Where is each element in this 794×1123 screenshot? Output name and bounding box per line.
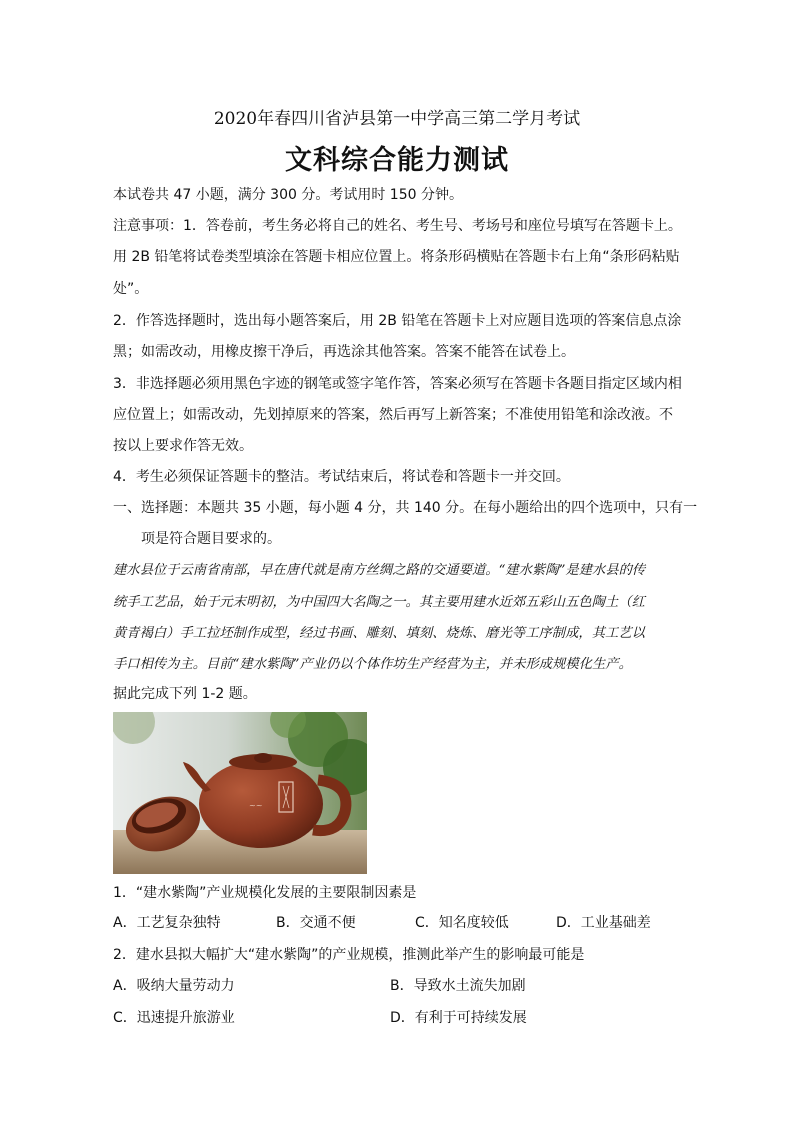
svg-text:~~: ~~ bbox=[249, 801, 263, 810]
notice-line-3: 处”。 bbox=[113, 281, 149, 297]
notice-line-8: 按以上要求作答无效。 bbox=[113, 438, 253, 454]
subject-title: 文科综合能力测试 bbox=[285, 145, 509, 176]
q1-option-c[interactable]: C．知名度较低 bbox=[415, 915, 509, 931]
notice-line-4: 2．作答选择题时，选出每小题答案后，用 2B 铅笔在答题卡上对应题目选项的答案信息点涂 bbox=[113, 313, 682, 329]
passage-line-4: 手口相传为主。目前“建水紫陶”产业仍以个体作坊生产经营为主，并未形成规模化生产。 bbox=[113, 657, 632, 672]
teapot-photo bbox=[113, 712, 367, 874]
q2-option-d[interactable]: D．有利于可持续发展 bbox=[390, 1010, 527, 1026]
passage-line-3: 黄青褐白）手工拉坯制作成型，经过书画、雕刻、填刻、烧炼、磨光等工序制成，其工艺以 bbox=[113, 626, 645, 641]
q1-option-d[interactable]: D．工业基础差 bbox=[556, 915, 651, 931]
section-heading-cont: 项是符合题目要求的。 bbox=[141, 531, 281, 547]
exam-title: 2020年春四川省泸县第一中学高三第二学月考试 bbox=[213, 109, 581, 129]
notice-line-5: 黑；如需改动，用橡皮擦干净后，再选涂其他答案。答案不能答在试卷上。 bbox=[113, 344, 575, 360]
q2-option-b[interactable]: B．导致水土流失加剧 bbox=[390, 978, 526, 994]
notice-line-2: 用 2B 铅笔将试卷类型填涂在答题卡相应位置上。将条形码横贴在答题卡右上角“条形码粘贴 bbox=[113, 249, 680, 265]
notice-line-7: 应位置上；如需改动，先划掉原来的答案，然后再写上新答案；不准使用铅笔和涂改液。不 bbox=[113, 407, 673, 423]
intro-text: 本试卷共 47 小题，满分 300 分。考试用时 150 分钟。 bbox=[113, 187, 463, 203]
q1-option-b[interactable]: B．交通不便 bbox=[276, 915, 356, 931]
notice-line-1: 注意事项：1．答卷前，考生务必将自己的姓名、考生号、考场号和座位号填写在答题卡上。 bbox=[113, 218, 682, 234]
notice-line-6: 3．非选择题必须用黑色字迹的钢笔或签字笔作答，答案必须写在答题卡各题目指定区域内相 bbox=[113, 376, 682, 392]
question-1-stem: 1．“建水紫陶”产业规模化发展的主要限制因素是 bbox=[113, 885, 417, 901]
section-heading: 一、选择题：本题共 35 小题，每小题 4 分，共 140 分。在每小题给出的四个选项中，只有一 bbox=[113, 500, 698, 516]
q2-option-c[interactable]: C．迅速提升旅游业 bbox=[113, 1010, 235, 1026]
q2-option-a[interactable]: A．吸纳大量劳动力 bbox=[113, 978, 235, 994]
passage-instruction: 据此完成下列 1-2 题。 bbox=[113, 686, 257, 702]
question-2-stem: 2．建水县拟大幅扩大“建水紫陶”的产业规模，推测此举产生的影响最可能是 bbox=[113, 947, 585, 963]
passage-line-1: 建水县位于云南省南部，早在唐代就是南方丝绸之路的交通要道。“建水紫陶”是建水县的传 bbox=[113, 563, 646, 578]
passage-line-2: 统手工艺品，始于元末明初，为中国四大名陶之一。其主要用建水近郊五彩山五色陶土（红 bbox=[113, 595, 645, 610]
q1-option-a[interactable]: A．工艺复杂独特 bbox=[113, 915, 221, 931]
notice-line-9: 4．考生必须保证答题卡的整洁。考试结束后，将试卷和答题卡一并交回。 bbox=[113, 469, 570, 485]
